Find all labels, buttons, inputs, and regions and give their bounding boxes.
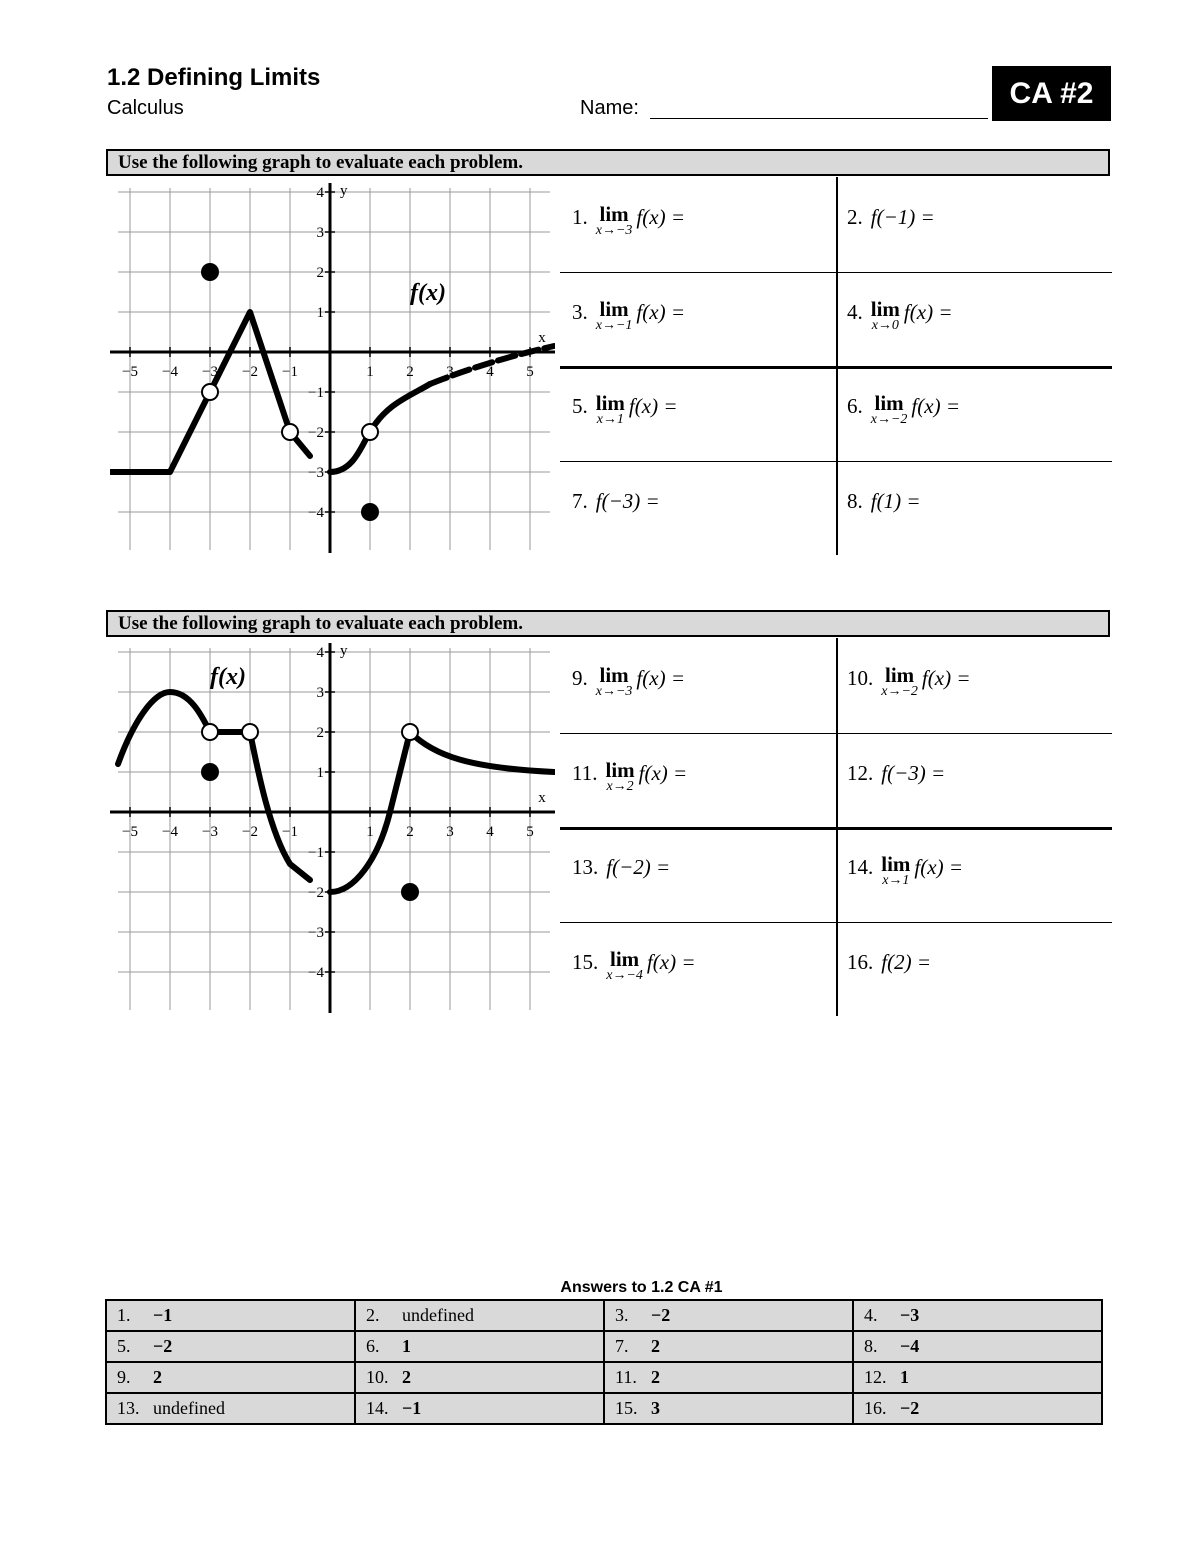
function-curve	[410, 732, 554, 772]
problem-number: 11.	[572, 760, 598, 785]
answer-number: 9.	[117, 1367, 131, 1387]
problem-number: 8.	[847, 488, 863, 513]
answer-cell	[853, 1300, 1102, 1331]
open-point	[202, 384, 218, 400]
answer-number: 12.	[864, 1367, 887, 1387]
answer-number: 1.	[117, 1305, 131, 1325]
problem-expression: f(2) =	[881, 949, 931, 974]
limit-operator	[881, 853, 910, 887]
problem-expression: f(1) =	[870, 488, 921, 513]
y-tick-label: 2	[316, 265, 324, 281]
answer-number: 4.	[864, 1305, 878, 1325]
x-tick-label: 5	[526, 824, 534, 840]
x-tick-label: −2	[242, 364, 258, 380]
limit-operator	[881, 664, 918, 698]
problem-expression: f(x) =	[914, 855, 963, 879]
problem-16	[847, 948, 931, 975]
problem-expression: f(−1) =	[870, 205, 935, 229]
answer-cell	[604, 1300, 853, 1331]
answer-cell	[604, 1393, 853, 1424]
answer-cell	[853, 1393, 1102, 1424]
graph-1	[110, 178, 555, 553]
problem-expression: f(x) =	[636, 205, 685, 229]
y-tick-label: 3	[316, 225, 324, 241]
problem-7	[572, 487, 660, 514]
answer-cell	[355, 1393, 604, 1424]
problem-number: 2.	[847, 205, 863, 229]
x-tick-label: −4	[162, 824, 178, 840]
y-axis-label: y	[340, 183, 348, 199]
limit-operator	[596, 298, 633, 332]
problem-number: 13.	[572, 855, 599, 879]
limit-subscript: x→1	[596, 412, 624, 427]
answer-value: −4	[900, 1336, 920, 1356]
problem-8	[847, 487, 921, 514]
x-tick-label: 2	[406, 824, 414, 840]
limit-subscript: x→−3	[595, 684, 633, 699]
limit-word: lim	[870, 296, 900, 321]
answer-row	[106, 1393, 1102, 1424]
problem-9	[572, 664, 685, 698]
y-tick-label: −1	[308, 845, 324, 861]
problem-14	[847, 853, 963, 887]
x-tick-label: 1	[366, 364, 374, 380]
x-tick-label: 5	[526, 364, 534, 380]
grid-divider-horizontal	[560, 827, 1112, 830]
limit-operator	[596, 392, 625, 426]
x-tick-label: 4	[486, 824, 494, 840]
problem-6	[847, 392, 960, 426]
answer-number: 16.	[864, 1398, 887, 1418]
limit-operator	[605, 759, 634, 793]
answer-value: 2	[651, 1367, 660, 1387]
answer-number: 14.	[366, 1398, 389, 1418]
grid-divider-horizontal	[560, 366, 1112, 369]
answers-title: Answers to 1.2 CA #1	[560, 1279, 723, 1296]
problem-number: 12.	[847, 760, 874, 785]
limit-word: lim	[874, 391, 904, 415]
problem-4	[847, 298, 952, 332]
problem-expression: f(−2) =	[606, 855, 671, 879]
problem-number: 10.	[847, 666, 874, 690]
open-point	[202, 724, 218, 740]
y-tick-label: 1	[316, 305, 324, 321]
limit-subscript: x→−4	[606, 967, 643, 983]
answer-number: 10.	[366, 1367, 389, 1387]
problem-expression: f(x) =	[911, 394, 960, 418]
x-tick-label: 4	[486, 364, 494, 380]
answer-row	[106, 1331, 1102, 1362]
answer-cell	[853, 1362, 1102, 1393]
limit-operator	[871, 298, 900, 332]
y-tick-label: −4	[308, 505, 324, 521]
grid-divider-horizontal	[560, 922, 1112, 924]
answer-number: 3.	[615, 1305, 629, 1325]
answer-value: −3	[900, 1305, 920, 1325]
x-tick-label: 3	[446, 824, 454, 840]
x-tick-label: −4	[162, 364, 178, 380]
limit-subscript: x→−2	[881, 684, 918, 699]
limit-word: lim	[595, 391, 625, 415]
limit-subscript: x→0	[871, 317, 899, 333]
y-tick-label: −4	[308, 965, 324, 981]
section1-instruction: Use the following graph to evaluate each problem.	[106, 149, 1110, 176]
problem-number: 7.	[572, 488, 588, 513]
answer-cell	[604, 1331, 853, 1362]
open-point	[242, 724, 258, 740]
closed-point	[361, 503, 379, 521]
answer-cell	[106, 1300, 355, 1331]
problem-expression: f(−3) =	[595, 488, 660, 513]
x-tick-label: −1	[282, 364, 298, 380]
answer-cell	[106, 1331, 355, 1362]
answer-number: 13.	[117, 1398, 140, 1418]
x-tick-label: −5	[122, 824, 138, 840]
section2-instruction: Use the following graph to evaluate each problem.	[106, 610, 1110, 637]
problem-number: 14.	[847, 855, 874, 879]
x-axis-label: x	[538, 330, 546, 346]
y-tick-label: 1	[316, 765, 324, 781]
problem-number: 16.	[847, 949, 874, 974]
problem-expression: f(−3) =	[881, 760, 946, 785]
problem-expression: f(x) =	[646, 949, 696, 974]
x-tick-label: −1	[282, 824, 298, 840]
page-title: 1.2 Defining Limits	[107, 64, 321, 91]
problem-1	[572, 203, 685, 237]
answer-value: 1	[402, 1336, 411, 1356]
y-axis-label: y	[340, 643, 348, 659]
answer-cell	[853, 1331, 1102, 1362]
answer-cell	[106, 1393, 355, 1424]
answer-value: 2	[651, 1336, 660, 1356]
answer-value: 2	[402, 1367, 411, 1387]
answer-number: 5.	[117, 1336, 131, 1356]
function-curve	[118, 692, 210, 764]
problem-2	[847, 203, 935, 230]
assignment-badge: CA #2	[992, 66, 1111, 121]
answer-number: 8.	[864, 1336, 878, 1356]
limit-operator	[596, 664, 633, 698]
open-point	[362, 424, 378, 440]
x-tick-label: −3	[202, 364, 218, 380]
problem-expression: f(x) =	[903, 299, 953, 324]
answer-number: 15.	[615, 1398, 638, 1418]
problem-10	[847, 664, 970, 698]
y-tick-label: −1	[308, 385, 324, 401]
x-axis-label: x	[538, 790, 546, 806]
grid-divider-horizontal	[560, 733, 1112, 735]
problem-number: 4.	[847, 299, 863, 324]
function-curve	[370, 384, 430, 432]
limit-subscript: x→1	[882, 873, 910, 888]
answer-cell	[355, 1362, 604, 1393]
limit-word: lim	[599, 296, 629, 321]
y-tick-label: 2	[316, 725, 324, 741]
x-tick-label: −5	[122, 364, 138, 380]
problem-15	[572, 948, 695, 982]
y-tick-label: −2	[308, 885, 324, 901]
limit-word: lim	[599, 202, 629, 226]
problem-number: 15.	[572, 949, 599, 974]
grid-divider-horizontal	[560, 461, 1112, 463]
answer-value: −1	[402, 1398, 422, 1418]
answer-cell	[355, 1331, 604, 1362]
graph-1-svg	[110, 178, 555, 553]
function-curve	[250, 732, 310, 880]
closed-point	[201, 763, 219, 781]
limit-word: lim	[885, 663, 915, 687]
y-tick-label: 3	[316, 685, 324, 701]
problem-number: 1.	[572, 205, 588, 229]
problem-expression: f(x) =	[638, 760, 688, 785]
y-tick-label: −2	[308, 425, 324, 441]
open-point	[402, 724, 418, 740]
limit-subscript: x→−1	[595, 317, 633, 333]
limit-word: lim	[610, 946, 640, 971]
open-point	[282, 424, 298, 440]
grid-divider-horizontal	[560, 272, 1112, 274]
problem-expression: f(x) =	[636, 666, 685, 690]
name-field[interactable]	[650, 118, 988, 119]
y-tick-label: 4	[316, 645, 324, 661]
problem-number: 9.	[572, 666, 588, 690]
answer-value: −2	[651, 1305, 671, 1325]
answer-cell	[604, 1362, 853, 1393]
answer-number: 6.	[366, 1336, 380, 1356]
limit-subscript: x→−3	[595, 223, 633, 238]
closed-point	[401, 883, 419, 901]
name-label: Name:	[580, 97, 639, 119]
y-tick-label: −3	[308, 465, 324, 481]
x-tick-label: 3	[446, 364, 454, 380]
answer-number: 11.	[615, 1367, 637, 1387]
problem-number: 5.	[572, 394, 588, 418]
problem-expression: f(x) =	[628, 394, 678, 418]
graph-2-svg	[110, 638, 555, 1013]
answer-number: 2.	[366, 1305, 380, 1325]
limit-word: lim	[605, 757, 635, 782]
x-tick-label: 2	[406, 364, 414, 380]
answer-value: −2	[900, 1398, 920, 1418]
answer-number: 7.	[615, 1336, 629, 1356]
answer-value: −2	[153, 1336, 173, 1356]
problem-expression: f(x) =	[921, 666, 971, 690]
answer-row	[106, 1362, 1102, 1393]
subject-label: Calculus	[107, 97, 184, 119]
answer-value: −1	[153, 1305, 173, 1325]
x-tick-label: −2	[242, 824, 258, 840]
answer-value: undefined	[402, 1305, 474, 1325]
x-tick-label: 1	[366, 824, 374, 840]
limit-word: lim	[599, 663, 629, 687]
y-tick-label: −3	[308, 925, 324, 941]
problem-number: 3.	[572, 299, 588, 324]
problem-expression: f(x) =	[636, 299, 685, 324]
problem-13	[572, 853, 670, 880]
answer-row	[106, 1300, 1102, 1331]
limit-operator	[871, 392, 908, 426]
answer-value: undefined	[153, 1398, 225, 1418]
limit-operator	[606, 948, 643, 982]
answer-value: 3	[651, 1398, 660, 1418]
limit-word: lim	[881, 852, 911, 876]
problem-12	[847, 759, 945, 786]
answer-value: 1	[900, 1367, 909, 1387]
limit-operator	[596, 203, 633, 237]
function-label: f(x)	[410, 280, 446, 306]
answer-value: 2	[153, 1367, 162, 1387]
function-label: f(x)	[210, 664, 246, 690]
limit-subscript: x→2	[606, 778, 634, 794]
answer-cell	[355, 1300, 604, 1331]
closed-point	[201, 263, 219, 281]
problem-5	[572, 392, 677, 426]
problem-3	[572, 298, 685, 332]
x-tick-label: −3	[202, 824, 218, 840]
problem-11	[572, 759, 687, 793]
answers-table	[105, 1299, 1103, 1425]
limit-subscript: x→−2	[870, 412, 908, 427]
answer-cell	[106, 1362, 355, 1393]
problem-number: 6.	[847, 394, 863, 418]
y-tick-label: 4	[316, 185, 324, 201]
graph-2	[110, 638, 555, 1013]
